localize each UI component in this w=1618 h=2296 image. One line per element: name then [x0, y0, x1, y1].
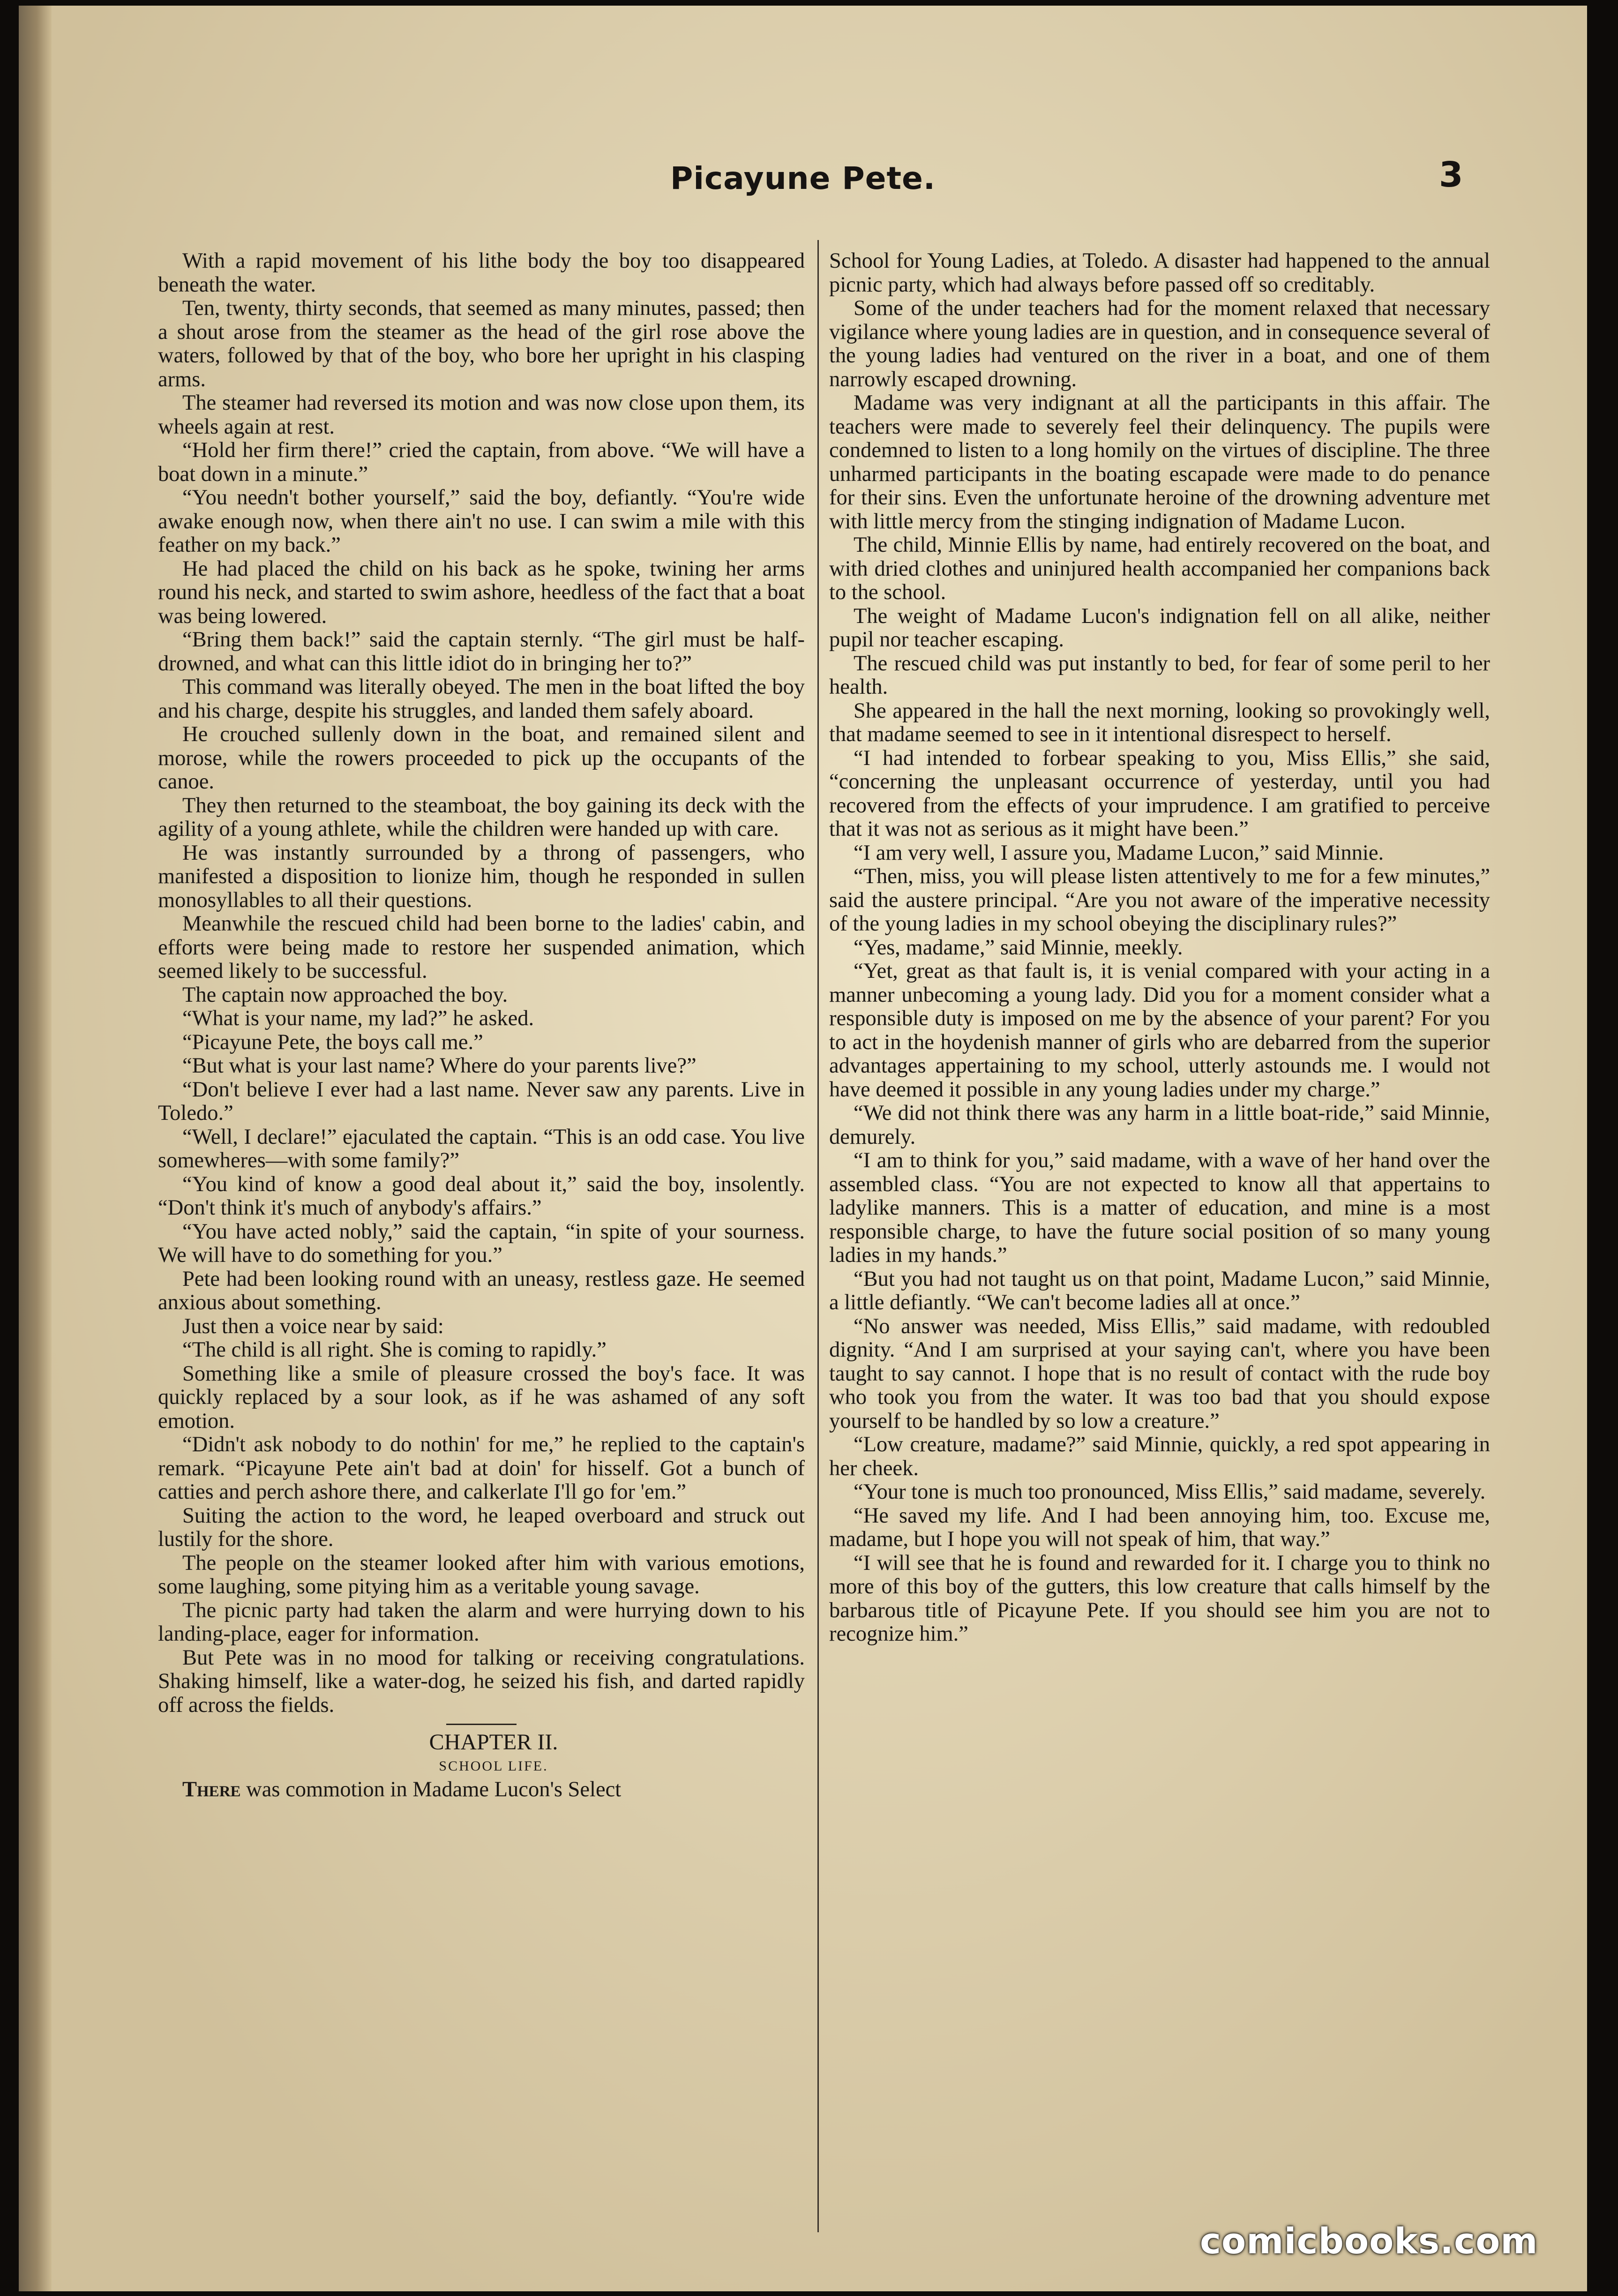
paragraph: The people on the steamer looked after him with various emotions, some laughing, some pitying him as a veritable young savage. [158, 1551, 805, 1598]
paragraph: “Bring them back!” said the captain sternly. “The girl must be half-drowned, and what can this little idiot do in bringing her to?” [158, 628, 805, 675]
paragraph: “I had intended to forbear speaking to you, Miss Ellis,” she said, “concerning the unpleasant occurrence of yesterday, until you had recovered from the effects of your imprudence. I am gratified to perceive that it was not as serious as it might have been.” [829, 746, 1490, 841]
paragraph: But Pete was in no mood for talking or receiving congratulations. Shaking himself, like a water-dog, he seized his fish, and darted rapidly off across the fields. [158, 1645, 805, 1717]
chapter-subtitle: SCHOOL LIFE. [439, 1758, 548, 1774]
page-number: 3 [1439, 155, 1463, 195]
column-rule [817, 240, 819, 2232]
paragraph: “I am very well, I assure you, Madame Lucon,” said Minnie. [854, 840, 1384, 865]
paragraph: Madame was very indignant at all the participants in this affair. The teachers were made to severely feel their delinquency. The pupils were condemned to listen to a long homily on the virtues of discipline. The three unharmed participants in the boating escapade were made to do penance for their sins. Even the unfortunate heroine of the drowning adventure met with little mercy from the stinging indignation of Madame Lucon. [829, 391, 1490, 533]
paragraph: “But what is your last name? Where do your parents live?” [182, 1054, 697, 1078]
chapter-divider [446, 1724, 517, 1725]
paragraph: This command was literally obeyed. The men in the boat lifted the boy and his charge, despite his struggles, and landed them safely aboard. [158, 675, 805, 723]
paragraph: “He saved my life. And I had been annoying him, too. Excuse me, madame, but I hope you will not speak of him, that way.” [829, 1503, 1490, 1551]
paragraph: “We did not think there was any harm in a little boat-ride,” said Minnie, demurely. [829, 1101, 1490, 1149]
paragraph: “I am to think for you,” said madame, with a wave of her hand over the assembled class. “You are not expected to know all that appertains to ladylike manners. This is a matter of education, and mine is a most responsible charge, to have the future social position of so many young ladies in my hands.” [829, 1148, 1490, 1267]
paragraph: “No answer was needed, Miss Ellis,” said madame, with redoubled dignity. “And I am surprised at your saying can't, where you have been taught to say cannot. I hope that is no result of contact with the rude boy who took you from the water. It was too bad that you should expose yourself to be handled by so low a creature.” [829, 1314, 1490, 1433]
paragraph: School for Young Ladies, at Toledo. A disaster had happened to the annual picnic party, which had always before passed off so creditably. [829, 249, 1490, 297]
paragraph: “Low creature, madame?” said Minnie, quickly, a red spot appearing in her cheek. [829, 1433, 1490, 1480]
paragraph: “Well, I declare!” ejaculated the captain. “This is an odd case. You live somewheres—with some family?” [158, 1125, 805, 1172]
paragraph: Meanwhile the rescued child had been borne to the ladies' cabin, and efforts were being made to restore her suspended animation, which seemed likely to be successful. [158, 912, 805, 983]
paragraph: “Your tone is much too pronounced, Miss Ellis,” said madame, severely. [854, 1480, 1486, 1504]
paragraph: He was instantly surrounded by a throng of passengers, who manifested a disposition to lionize him, though he responded in sullen monosyllables to all their questions. [158, 840, 805, 912]
paragraph: “Yes, madame,” said Minnie, meekly. [854, 935, 1183, 960]
paragraph: The weight of Madame Lucon's indignation fell on all alike, neither pupil nor teacher escaping. [829, 604, 1490, 652]
paragraph: Suiting the action to the word, he leaped overboard and struck out lustily for the shore. [158, 1503, 805, 1551]
left-column [158, 249, 805, 1802]
paragraph: “You kind of know a good deal about it,” said the boy, insolently. “Don't think it's much of anybody's affairs.” [158, 1172, 805, 1220]
paragraph: “You have acted nobly,” said the captain, “in spite of your sourness. We will have to do something for you.” [158, 1219, 805, 1267]
paragraph: “I will see that he is found and rewarded for it. I charge you to think no more of this boy of the gutters, this low creature that calls himself by the barbarous title of Picayune Pete. If you should see him you are not to recognize him.” [829, 1551, 1490, 1646]
paragraph: “Yet, great as that fault is, it is venial compared with your acting in a manner unbecoming a young lady. Did you for a moment consider what a responsible duty is imposed on me by the absence of your parent? For you to act in the hoydenish manner of girls who are debarred from the superior advantages appertaining to my school, utterly astounds me. I would not have deemed it possible in any young ladies under my charge.” [829, 959, 1490, 1102]
paragraph: The steamer had reversed its motion and was now close upon them, its wheels again at rest. [158, 391, 805, 439]
paragraph: The picnic party had taken the alarm and were hurrying down to his landing-place, eager for information. [158, 1598, 805, 1646]
chapter-opening-text: was commotion in Madame Lucon's Select [246, 1778, 622, 1801]
paragraph: They then returned to the steamboat, the boy gaining its deck with the agility of a young athlete, while the children were handed up with care. [158, 793, 805, 841]
paragraph: “You needn't bother yourself,” said the boy, defiantly. “You're wide awake enough now, when there ain't no use. I can swim a mile with this feather on my back.” [158, 486, 805, 557]
site-watermark: comicbooks.com [1200, 2220, 1538, 2262]
chapter-opening-line [158, 1778, 805, 1802]
paragraph: “Don't believe I ever had a last name. Never saw any parents. Live in Toledo.” [158, 1077, 805, 1125]
paragraph: Just then a voice near by said: [182, 1314, 444, 1338]
paragraph: “But you had not taught us on that point, Madame Lucon,” said Minnie, a little defiantly. “We can't become ladies all at once.” [829, 1267, 1490, 1314]
paragraph: Ten, twenty, thirty seconds, that seemed as many minutes, passed; then a shout arose from the steamer as the head of the girl rose above the waters, followed by that of the boy, who bore her upright in his clasping arms. [158, 296, 805, 391]
paragraph: “Then, miss, you will please listen attentively to me for a few minutes,” said the austere principal. “Are you not aware of the imperative necessity of the young ladies in my school obeying the disciplinary rules?” [829, 864, 1490, 936]
paragraph: She appeared in the hall the next morning, looking so provokingly well, that madame seemed to see in it intentional disrespect to herself. [829, 698, 1490, 746]
paragraph: Something like a smile of pleasure crossed the boy's face. It was quickly replaced by a sour look, as if he was ashamed of any soft emotion. [158, 1361, 805, 1433]
paragraph: “What is your name, my lad?” he asked. [182, 1006, 534, 1030]
paragraph: “Didn't ask nobody to do nothin' for me,” he replied to the captain's remark. “Picayune Pete ain't bad at doin' for hisself. Got a bunch of catties and perch ashore there, and calkerlate I'll go for 'em.” [158, 1433, 805, 1504]
paragraph: The captain now approached the boy. [182, 983, 508, 1007]
running-head: Picayune Pete. [670, 160, 936, 196]
chapter-lead-word: There [182, 1778, 241, 1801]
paragraph: Pete had been looking round with an uneasy, restless gaze. He seemed anxious about something. [158, 1267, 805, 1314]
chapter-title: CHAPTER II. [429, 1730, 558, 1755]
paragraph: He crouched sullenly down in the boat, and remained silent and morose, while the rowers proceeded to pick up the occupants of the canoe. [158, 722, 805, 794]
paragraph: “Picayune Pete, the boys call me.” [182, 1030, 483, 1054]
right-column [829, 249, 1490, 1646]
page-spine-edge [19, 6, 52, 2291]
paragraph: He had placed the child on his back as he spoke, twining her arms round his neck, and started to swim ashore, heedless of the fact that a boat was being lowered. [158, 556, 805, 628]
paragraph: “Hold her firm there!” cried the captain, from above. “We will have a boat down in a minute.” [158, 438, 805, 486]
paragraph: “The child is all right. She is coming to rapidly.” [182, 1338, 607, 1362]
paragraph: Some of the under teachers had for the moment relaxed that necessary vigilance where young ladies are in question, and in consequence several of the young ladies had ventured on the river in a boat, and one of them narrowly escaped drowning. [829, 296, 1490, 391]
book-page [19, 6, 1587, 2291]
paragraph: With a rapid movement of his lithe body the boy too disappeared beneath the water. [158, 249, 805, 297]
paragraph: The child, Minnie Ellis by name, had entirely recovered on the boat, and with dried clothes and uninjured health accompanied her companions back to the school. [829, 533, 1490, 604]
paragraph: The rescued child was put instantly to bed, for fear of some peril to her health. [829, 651, 1490, 699]
